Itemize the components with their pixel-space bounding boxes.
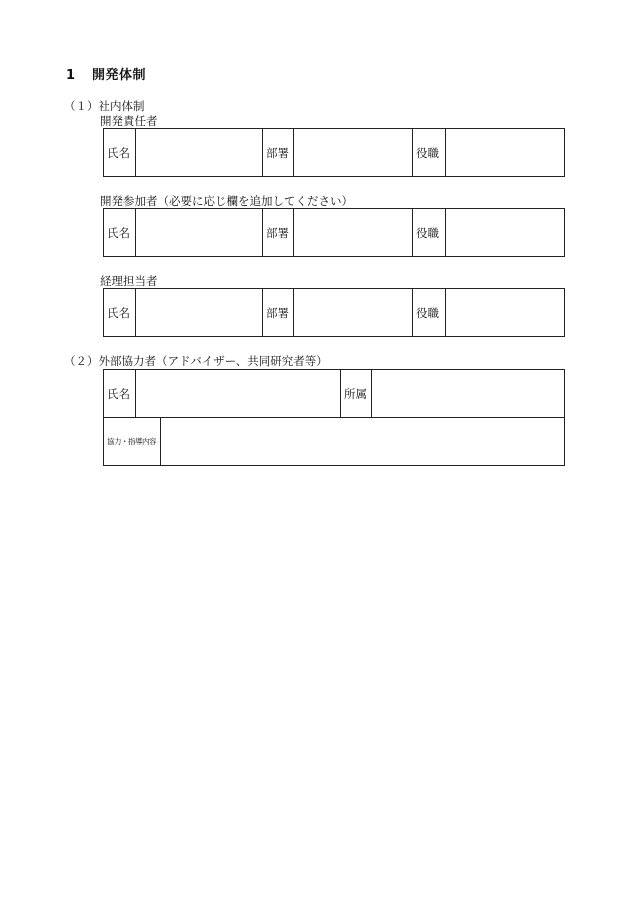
heading-number: 1 — [66, 68, 76, 83]
name-field[interactable] — [136, 129, 263, 177]
block-caption-accounting: 経理担当者 — [100, 274, 158, 288]
table-row — [104, 129, 565, 177]
cooperation-content-field[interactable] — [161, 418, 565, 466]
heading-title: 開発体制 — [92, 68, 147, 83]
section1-title: （１）社内体制 — [64, 99, 145, 113]
name-label: 氏名 — [104, 289, 136, 337]
position-label: 役職 — [413, 289, 446, 337]
name-label: 氏名 — [104, 370, 136, 418]
external-collaborator-table — [103, 369, 565, 466]
table-row — [104, 209, 565, 257]
position-field[interactable] — [446, 129, 565, 177]
name-label: 氏名 — [104, 209, 136, 257]
affiliation-field[interactable] — [372, 370, 565, 418]
participants-table — [103, 208, 565, 257]
department-field[interactable] — [294, 129, 413, 177]
name-field[interactable] — [136, 370, 341, 418]
position-field[interactable] — [446, 289, 565, 337]
department-field[interactable] — [294, 209, 413, 257]
department-label: 部署 — [263, 289, 294, 337]
name-label: 氏名 — [104, 129, 136, 177]
manager-table — [103, 128, 565, 177]
name-field[interactable] — [136, 209, 263, 257]
position-label: 役職 — [413, 129, 446, 177]
block-caption-manager: 開発責任者 — [100, 114, 158, 128]
table-row — [104, 289, 565, 337]
document-heading — [66, 64, 146, 83]
accounting-table — [103, 288, 565, 337]
name-field[interactable] — [136, 289, 263, 337]
table-row — [104, 370, 565, 418]
position-label: 役職 — [413, 209, 446, 257]
table-row — [104, 418, 565, 466]
block-caption-participants: 開発参加者（必要に応じ欄を追加してください） — [100, 194, 353, 208]
department-label: 部署 — [263, 129, 294, 177]
cooperation-content-label: 協力・指導内容 — [104, 418, 161, 466]
department-label: 部署 — [263, 209, 294, 257]
position-field[interactable] — [446, 209, 565, 257]
section2-title: （２）外部協力者（アドバイザー、共同研究者等） — [64, 354, 328, 368]
department-field[interactable] — [294, 289, 413, 337]
affiliation-label: 所属 — [341, 370, 372, 418]
